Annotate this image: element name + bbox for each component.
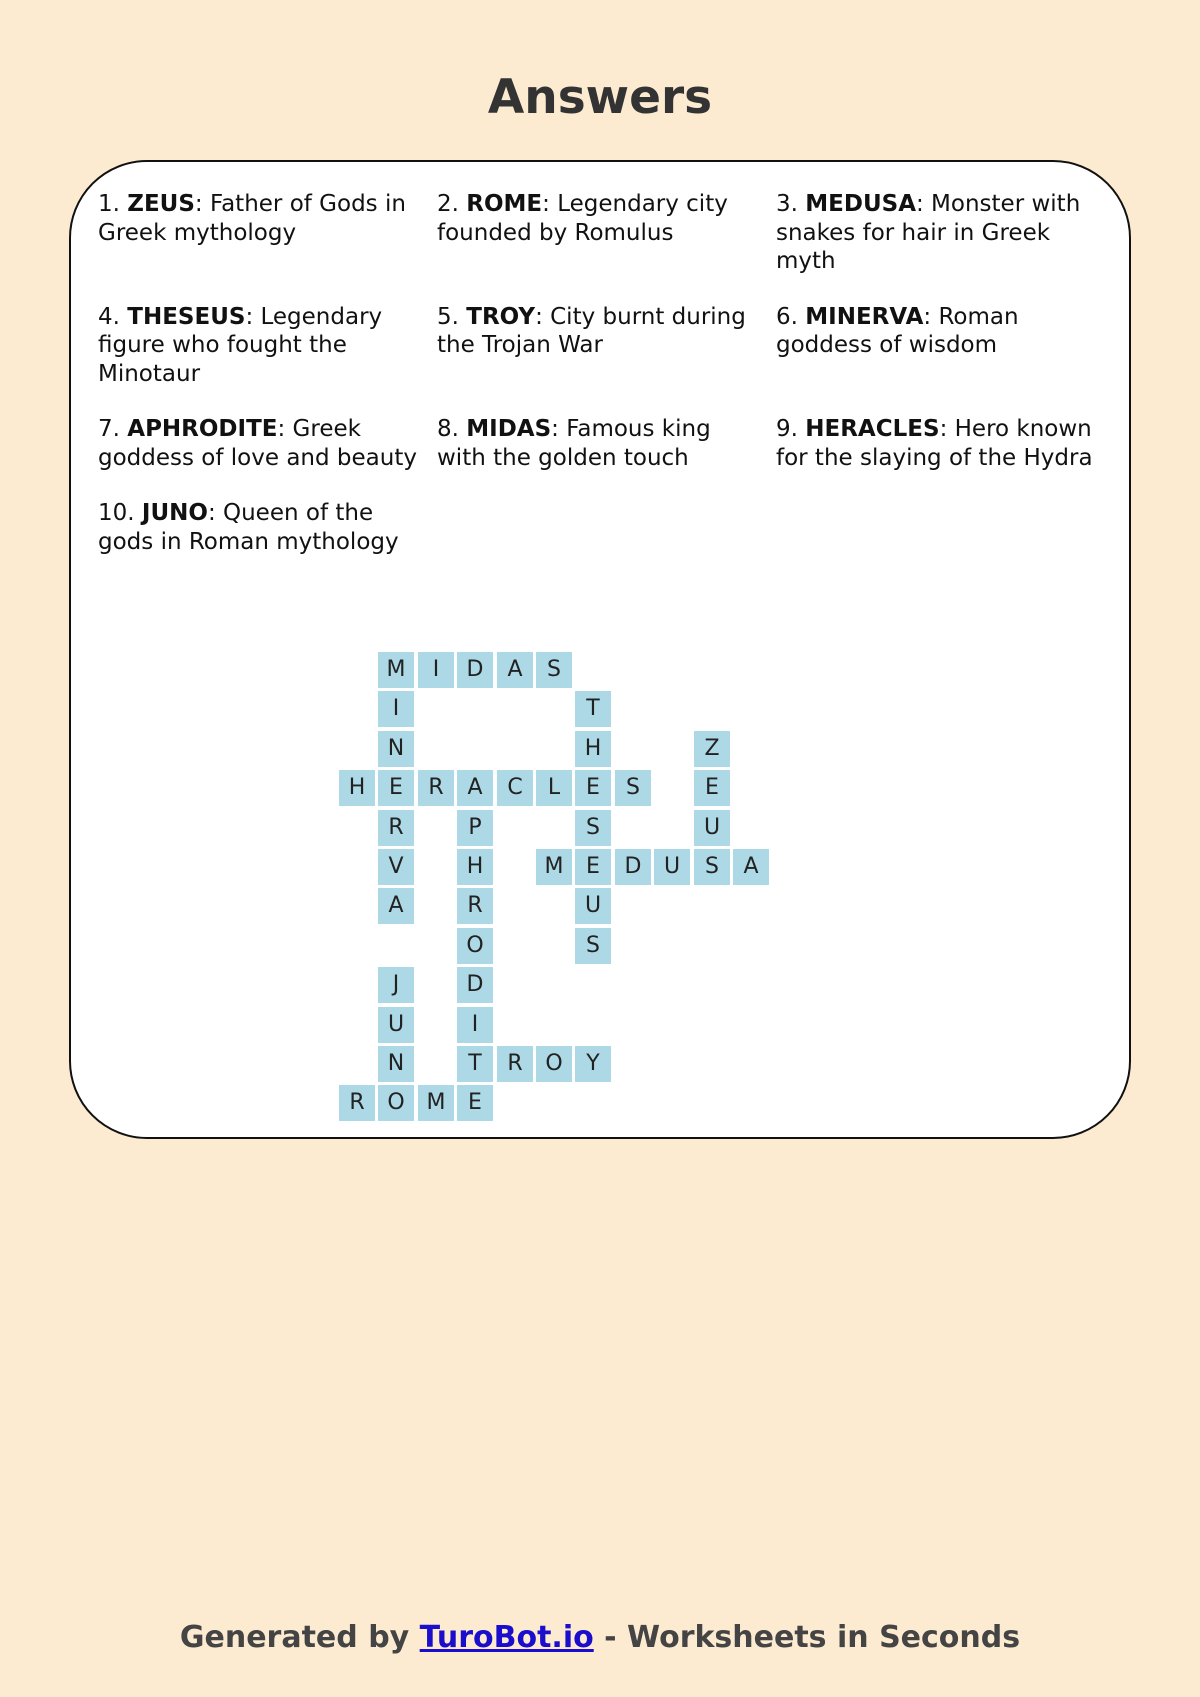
clue-item — [98, 190, 437, 276]
crossword-cell: H — [457, 849, 493, 885]
crossword-cell: H — [339, 770, 375, 806]
clue-number: 9. — [776, 416, 798, 442]
footer — [0, 1618, 1200, 1658]
crossword-cell: E — [575, 849, 611, 885]
crossword-cell: S — [536, 652, 572, 688]
clue-item — [437, 303, 776, 389]
crossword-cell: Z — [694, 731, 730, 767]
footer-prefix: Generated by — [179, 1620, 420, 1655]
crossword-cell: S — [575, 810, 611, 846]
crossword-cell: I — [378, 691, 414, 727]
crossword-cell: U — [694, 810, 730, 846]
crossword-cell: R — [418, 770, 454, 806]
clue-item — [98, 499, 437, 556]
crossword-cell: O — [536, 1046, 572, 1082]
clue-number: 7. — [98, 416, 120, 442]
clue-list — [98, 190, 1118, 556]
clue-answer: ROME — [466, 191, 543, 217]
clue-item — [98, 303, 437, 389]
turobot-link[interactable]: TuroBot.io — [419, 1620, 594, 1655]
clue-text: : Legendary figure who fought the Minotaur — [98, 303, 383, 387]
clue-answer: THESEUS — [127, 303, 246, 330]
clue-number: 3. — [776, 191, 798, 217]
crossword-cell: A — [497, 652, 533, 688]
crossword-cell: P — [457, 810, 493, 846]
clue-number: 10. — [98, 500, 135, 526]
crossword-cell: U — [575, 888, 611, 924]
clue-number: 6. — [776, 303, 798, 330]
clue-text: : Famous king with the golden touch — [437, 416, 711, 471]
crossword-cell: S — [615, 770, 651, 806]
clue-text: : Roman goddess of wisdom — [776, 303, 1019, 358]
crossword-cell: A — [378, 888, 414, 924]
crossword-cell: O — [378, 1085, 414, 1121]
clue-answer: MIDAS — [466, 416, 552, 442]
page-title: Answers — [487, 70, 713, 125]
crossword-cell: Y — [575, 1046, 611, 1082]
crossword-cell: O — [457, 928, 493, 964]
footer-suffix: - Worksheets in Seconds — [593, 1620, 1021, 1655]
clue-number: 5. — [437, 303, 459, 330]
crossword-cell: I — [418, 652, 454, 688]
crossword-cell: M — [536, 849, 572, 885]
crossword-cell: U — [378, 1007, 414, 1043]
clue-answer: APHRODITE — [127, 416, 278, 442]
crossword-cell: R — [497, 1046, 533, 1082]
crossword-cell: T — [575, 691, 611, 727]
crossword-cell: D — [457, 967, 493, 1003]
clue-number: 2. — [437, 191, 459, 217]
clue-item — [437, 415, 776, 472]
clue-text: : Greek goddess of love and beauty — [98, 416, 417, 471]
clue-answer: TROY — [466, 303, 536, 330]
crossword-cell: H — [575, 731, 611, 767]
clue-item — [776, 190, 1115, 276]
crossword-cell: R — [378, 810, 414, 846]
clue-text: : Hero known for the slaying of the Hydra — [776, 416, 1093, 471]
crossword-cell: N — [378, 1046, 414, 1082]
clue-text: : Father of Gods in Greek mythology — [98, 191, 406, 246]
crossword-cell: T — [457, 1046, 493, 1082]
crossword-cell: N — [378, 731, 414, 767]
crossword-cell: R — [339, 1085, 375, 1121]
crossword-cell: R — [457, 888, 493, 924]
crossword-cell: L — [536, 770, 572, 806]
crossword-cell: A — [733, 849, 769, 885]
crossword-cell: D — [615, 849, 651, 885]
crossword-cell: J — [378, 967, 414, 1003]
clue-number: 4. — [98, 303, 120, 330]
crossword-cell: S — [694, 849, 730, 885]
crossword-cell: A — [457, 770, 493, 806]
crossword-cell: M — [378, 652, 414, 688]
clue-text: : Queen of the gods in Roman mythology — [98, 500, 399, 555]
clue-answer: MINERVA — [805, 303, 924, 330]
clue-answer: ZEUS — [127, 191, 195, 217]
clue-number: 1. — [98, 191, 120, 217]
clue-number: 8. — [437, 416, 459, 442]
crossword-cell: M — [418, 1085, 454, 1121]
clue-text: : Legendary city founded by Romulus — [437, 191, 728, 246]
crossword-cell: E — [457, 1085, 493, 1121]
clue-item — [437, 190, 776, 276]
crossword-cell: C — [497, 770, 533, 806]
crossword-cell: V — [378, 849, 414, 885]
crossword-cell: D — [457, 652, 493, 688]
clue-text: : Monster with snakes for hair in Greek myth — [776, 191, 1081, 274]
crossword-cell: I — [457, 1007, 493, 1043]
clue-text: : City burnt during the Trojan War — [437, 303, 746, 358]
clue-item — [98, 415, 437, 472]
clue-answer: MEDUSA — [805, 191, 916, 217]
crossword-cell: E — [575, 770, 611, 806]
crossword-cell: S — [575, 928, 611, 964]
crossword-cell: E — [378, 770, 414, 806]
crossword-cell: E — [694, 770, 730, 806]
clue-item — [776, 303, 1115, 389]
crossword-cell: U — [654, 849, 690, 885]
clue-answer: HERACLES — [805, 416, 940, 442]
clue-answer: JUNO — [141, 500, 208, 526]
clue-item — [776, 415, 1115, 472]
